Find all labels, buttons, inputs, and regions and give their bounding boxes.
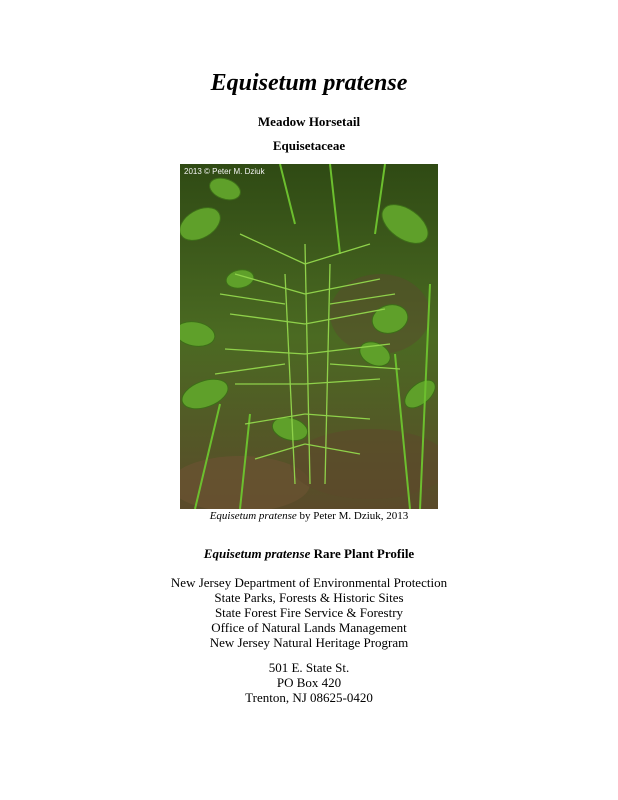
profile-species: Equisetum pratense xyxy=(203,546,311,561)
agency-block xyxy=(0,575,618,650)
address-block xyxy=(0,660,618,705)
address-line: 501 E. State St. xyxy=(268,660,350,675)
common-name: Meadow Horsetail xyxy=(257,114,361,129)
profile-title xyxy=(0,546,618,562)
caption-credit: by Peter M. Dziuk, 2013 xyxy=(296,510,409,522)
horsetail-plant-illustration xyxy=(180,164,438,509)
profile-label: Rare Plant Profile xyxy=(310,546,415,561)
photo-caption xyxy=(0,510,618,522)
caption-species: Equisetum pratense xyxy=(209,510,297,522)
photo-watermark: 2013 © Peter M. Dziuk xyxy=(184,167,265,176)
agency-line: New Jersey Department of Environmental Protection xyxy=(170,575,448,590)
agency-line: State Parks, Forests & Historic Sites xyxy=(214,590,404,605)
agency-line: New Jersey Natural Heritage Program xyxy=(209,635,409,650)
plant-photo xyxy=(180,164,438,509)
agency-line: Office of Natural Lands Management xyxy=(211,620,407,635)
document-title: Equisetum pratense xyxy=(210,70,408,96)
agency-line: State Forest Fire Service & Forestry xyxy=(214,605,404,620)
address-line: Trenton, NJ 08625-0420 xyxy=(245,690,373,705)
family-name: Equisetaceae xyxy=(272,138,346,153)
address-line: PO Box 420 xyxy=(276,675,342,690)
